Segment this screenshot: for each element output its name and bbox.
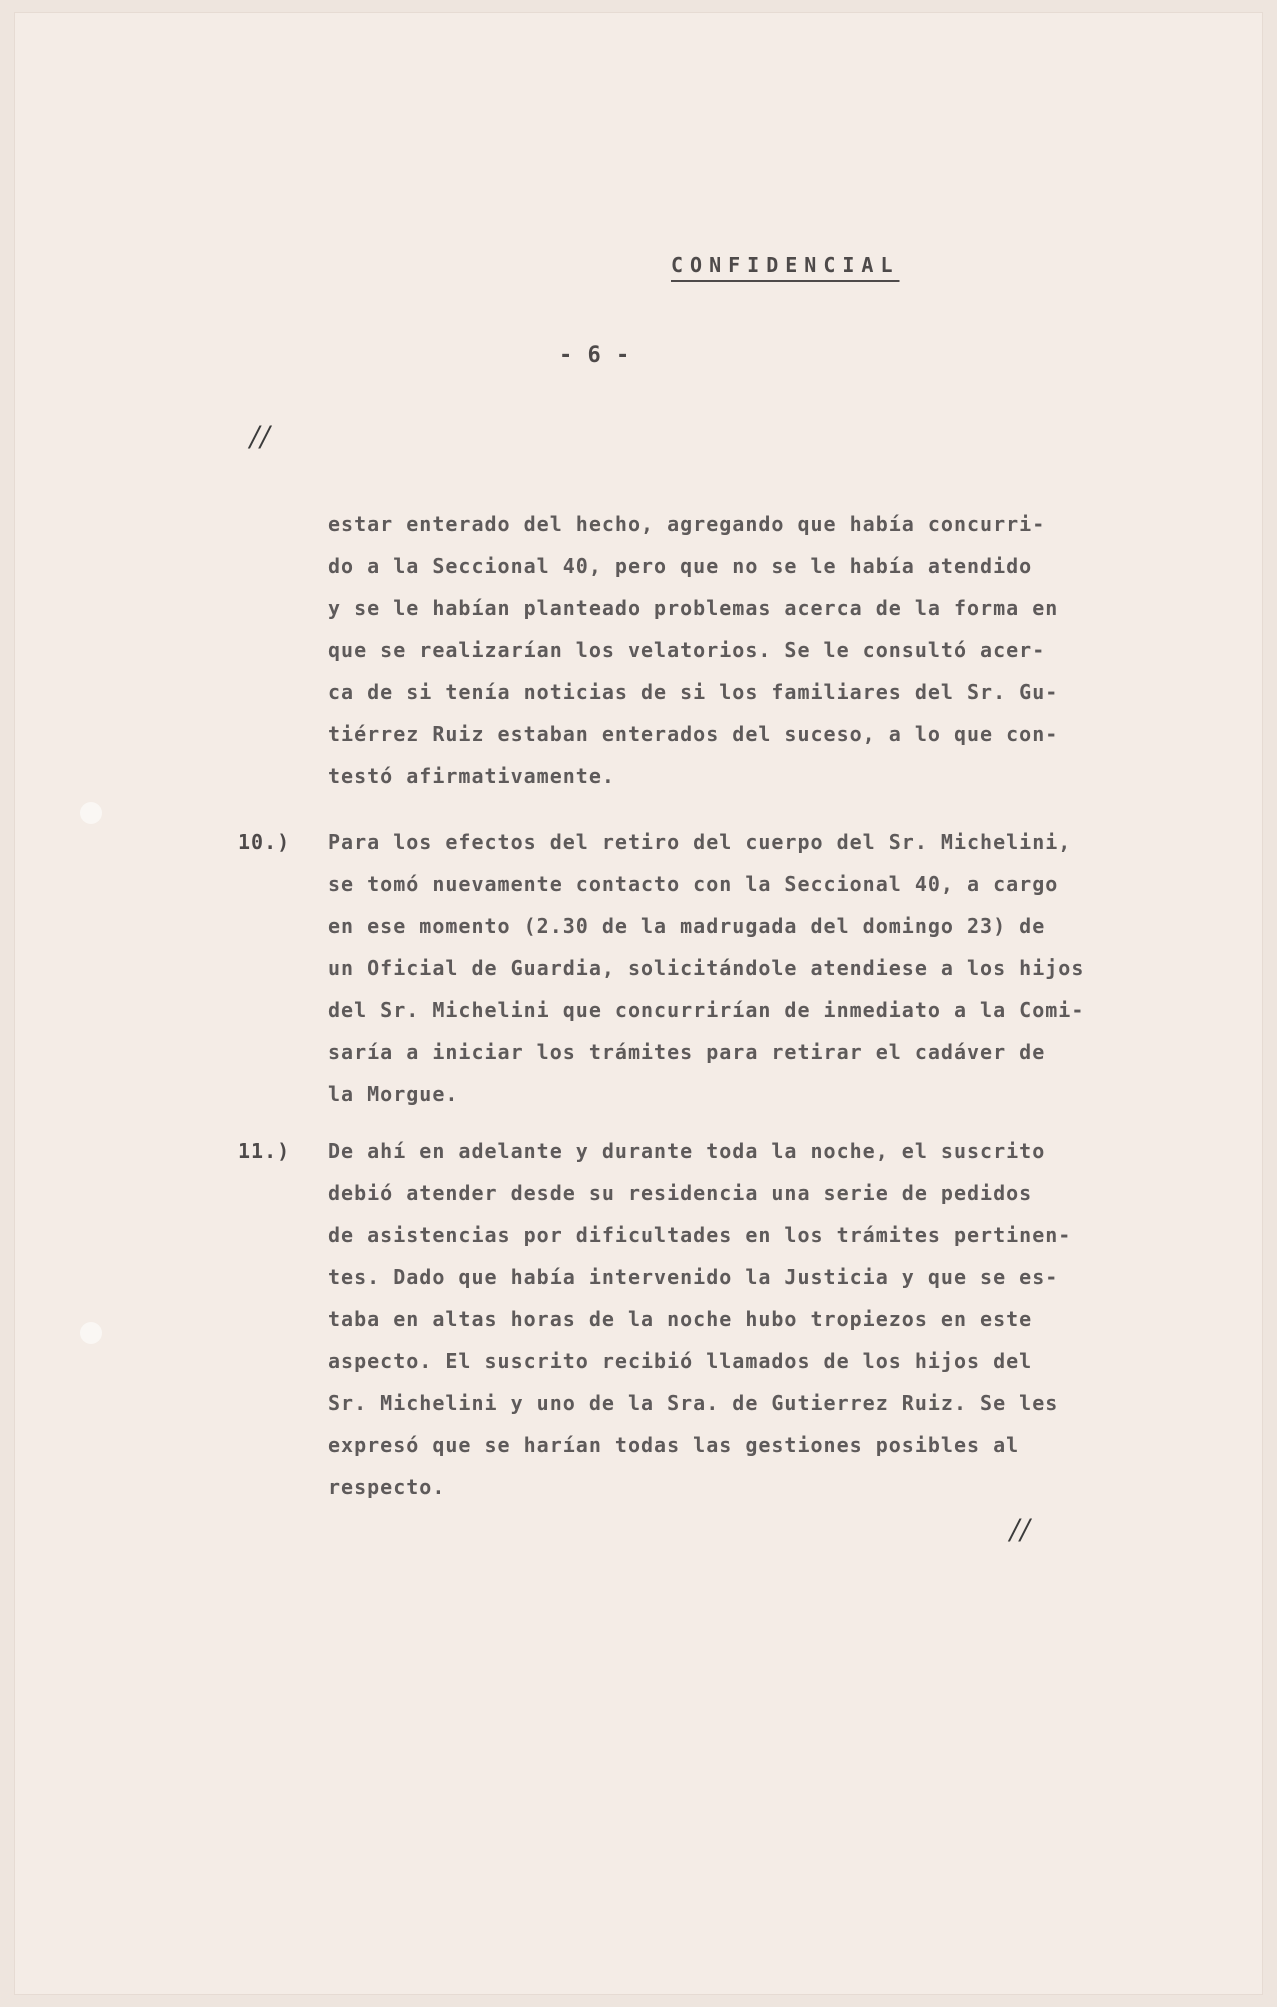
text-line: expresó que se harían todas las gestiones posibles al: [328, 1433, 1020, 1457]
paragraph-11: [238, 1130, 1158, 1508]
text-line: saría a iniciar los trámites para retirar el cadáver de: [328, 1040, 1046, 1064]
text-line: aspecto. El suscrito recibió llamados de los hijos del: [328, 1349, 1033, 1373]
paragraph-10: [238, 821, 1158, 1115]
text-line: del Sr. Michelini que concurrirían de inmediato a la Comi-: [328, 998, 1085, 1022]
punch-hole-bottom: [80, 1322, 102, 1344]
text-line: do a la Seccional 40, pero que no se le había atendido: [328, 554, 1033, 578]
text-line: en ese momento (2.30 de la madrugada del domingo 23) de: [328, 914, 1046, 938]
text-line: y se le habían planteado problemas acerca de la forma en: [328, 596, 1059, 620]
paragraph-number: 10.): [238, 830, 291, 854]
continuation-mark-bottom: //: [1010, 1513, 1031, 1546]
text-line: tiérrez Ruiz estaban enterados del suceso, a lo que con-: [328, 722, 1059, 746]
text-line: un Oficial de Guardia, solicitándole atendiese a los hijos: [328, 956, 1085, 980]
paragraph-continuation: [328, 503, 1158, 797]
page-number: - 6 -: [559, 343, 631, 368]
text-line: Para los efectos del retiro del cuerpo del Sr. Michelini,: [328, 830, 1072, 854]
text-line: taba en altas horas de la noche hubo tropiezos en este: [328, 1307, 1033, 1331]
text-line: estar enterado del hecho, agregando que había concurri-: [328, 512, 1046, 536]
punch-hole-top: [80, 802, 102, 824]
text-line: debió atender desde su residencia una serie de pedidos: [328, 1181, 1033, 1205]
confidential-header: CONFIDENCIAL: [671, 253, 900, 277]
text-line: se tomó nuevamente contacto con la Seccional 40, a cargo: [328, 872, 1059, 896]
text-line: testó afirmativamente.: [328, 764, 615, 788]
text-line: ca de si tenía noticias de si los familiares del Sr. Gu-: [328, 680, 1059, 704]
paragraph-number: 11.): [238, 1139, 291, 1163]
text-line: de asistencias por dificultades en los trámites pertinen-: [328, 1223, 1072, 1247]
text-line: la Morgue.: [328, 1082, 459, 1106]
text-line: Sr. Michelini y uno de la Sra. de Gutierrez Ruiz. Se les: [328, 1391, 1059, 1415]
text-line: que se realizarían los velatorios. Se le consultó acer-: [328, 638, 1046, 662]
text-line: tes. Dado que había intervenido la Justicia y que se es-: [328, 1265, 1059, 1289]
text-line: respecto.: [328, 1475, 446, 1499]
continuation-mark-top: //: [250, 420, 271, 453]
text-line: De ahí en adelante y durante toda la noche, el suscrito: [328, 1139, 1046, 1163]
